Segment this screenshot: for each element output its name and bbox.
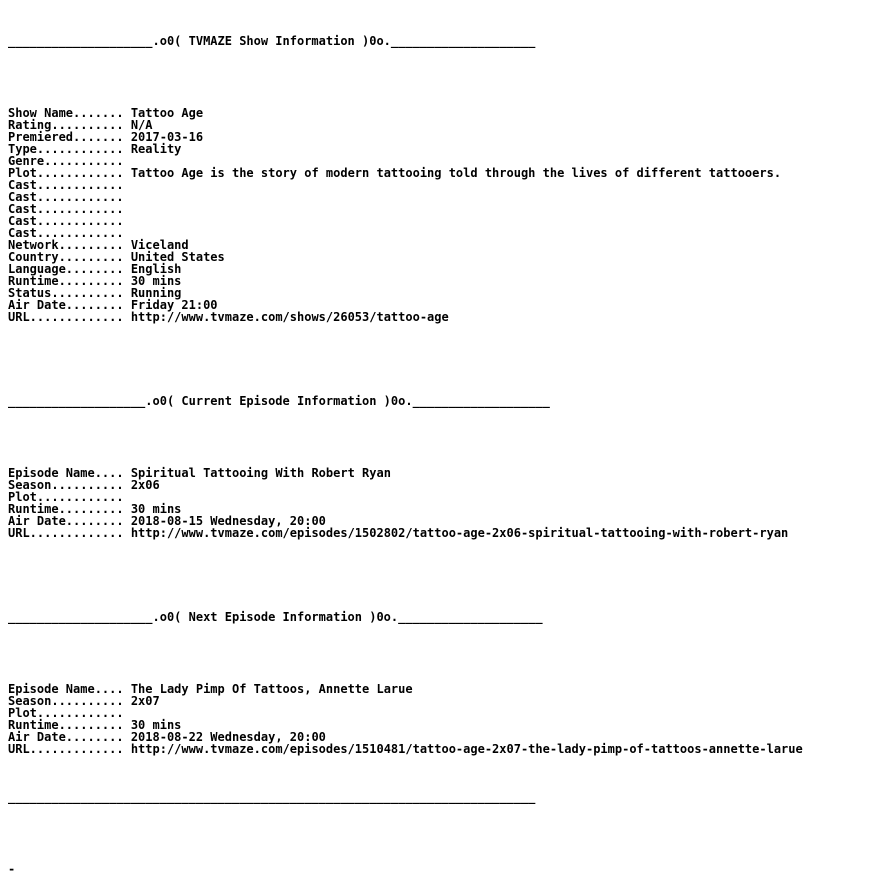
field-label: Runtime......... <box>8 502 131 516</box>
field-value: Friday 21:00 <box>130 298 218 312</box>
field-label: Rating.......... <box>8 118 131 132</box>
field-label: Country......... <box>8 250 131 264</box>
next-section-row <box>8 695 894 707</box>
field-value: 2x07 <box>130 694 160 708</box>
blank-line <box>8 647 894 659</box>
field-label: Language........ <box>8 262 131 276</box>
field-value: 30 mins <box>130 274 182 288</box>
field-label: Cast............ <box>8 178 131 192</box>
next-section-row <box>8 743 894 755</box>
field-label: Premiered....... <box>8 130 131 144</box>
field-label: Air Date........ <box>8 514 131 528</box>
show-section-row <box>8 179 894 191</box>
current-section-row <box>8 527 894 539</box>
show-info-rows <box>8 107 894 323</box>
field-label: Status.......... <box>8 286 131 300</box>
field-value: Viceland <box>130 238 189 252</box>
field-value: Running <box>130 286 182 300</box>
field-label: Runtime......... <box>8 274 131 288</box>
field-value: http://www.tvmaze.com/shows/26053/tattoo-age <box>130 310 449 324</box>
field-label: Air Date........ <box>8 298 131 312</box>
show-section-row <box>8 203 894 215</box>
cursor: - <box>8 862 16 876</box>
field-value: 30 mins <box>130 718 182 732</box>
field-label: Show Name....... <box>8 106 131 120</box>
show-section-row <box>8 191 894 203</box>
blank-line <box>8 71 894 83</box>
field-value: 2017-03-16 <box>130 130 204 144</box>
blank-line <box>8 359 894 371</box>
field-label: Cast............ <box>8 226 131 240</box>
field-label: Plot............ <box>8 706 131 720</box>
field-label: URL............. <box>8 310 131 324</box>
field-label: Runtime......... <box>8 718 131 732</box>
field-label: Plot............ <box>8 490 131 504</box>
field-value: http://www.tvmaze.com/episodes/1502802/tattoo-age-2x06-spiritual-tattooing-with-robert-ryan <box>130 526 789 540</box>
current-episode-rows <box>8 467 894 539</box>
field-value: 2018-08-15 Wednesday, 20:00 <box>130 514 326 528</box>
field-value: Tattoo Age is the story of modern tattooing told through the lives of different tattooers. <box>130 166 782 180</box>
field-label: Episode Name.... <box>8 466 131 480</box>
field-label: URL............. <box>8 742 131 756</box>
field-label: Network......... <box>8 238 131 252</box>
field-value: N/A <box>130 118 153 132</box>
field-label: Cast............ <box>8 214 131 228</box>
field-label: Plot............ <box>8 166 131 180</box>
blank-line <box>8 431 894 443</box>
field-label: Cast............ <box>8 190 131 204</box>
field-value: Spiritual Tattooing With Robert Ryan <box>130 466 391 480</box>
field-value: 2018-08-22 Wednesday, 20:00 <box>130 730 326 744</box>
field-value: United States <box>130 250 225 264</box>
field-value: http://www.tvmaze.com/episodes/1510481/tattoo-age-2x07-the-lady-pimp-of-tattoos-annette-larue <box>130 742 803 756</box>
blank-line <box>8 827 894 839</box>
blank-line <box>8 575 894 587</box>
show-section-row <box>8 143 894 155</box>
show-section-row <box>8 215 894 227</box>
field-label: URL............. <box>8 526 131 540</box>
field-label: Air Date........ <box>8 730 131 744</box>
show-section-row <box>8 167 894 179</box>
field-value: 30 mins <box>130 502 182 516</box>
field-label: Cast............ <box>8 202 131 216</box>
field-value: 2x06 <box>130 478 160 492</box>
next-episode-rows <box>8 683 894 755</box>
field-label: Type............ <box>8 142 131 156</box>
terminal-output <box>8 11 894 887</box>
field-value: Tattoo Age <box>130 106 204 120</box>
field-value: The Lady Pimp Of Tattoos, Annette Larue <box>130 682 413 696</box>
show-section-row <box>8 311 894 323</box>
field-label: Genre........... <box>8 154 131 168</box>
next-episode-section-header: ____________________.o0( Next Episode Information )0o.____________________ <box>8 610 543 624</box>
footer-rule: _________________________________________________________________________ <box>8 790 536 804</box>
field-label: Episode Name.... <box>8 682 131 696</box>
current-section-row <box>8 479 894 491</box>
field-value: Reality <box>130 142 182 156</box>
current-episode-section-header: ___________________.o0( Current Episode Information )0o.___________________ <box>8 394 550 408</box>
field-label: Season.......... <box>8 694 131 708</box>
field-label: Season.......... <box>8 478 131 492</box>
show-section-header: ____________________.o0( TVMAZE Show Information )0o.____________________ <box>8 34 536 48</box>
field-value: English <box>130 262 182 276</box>
